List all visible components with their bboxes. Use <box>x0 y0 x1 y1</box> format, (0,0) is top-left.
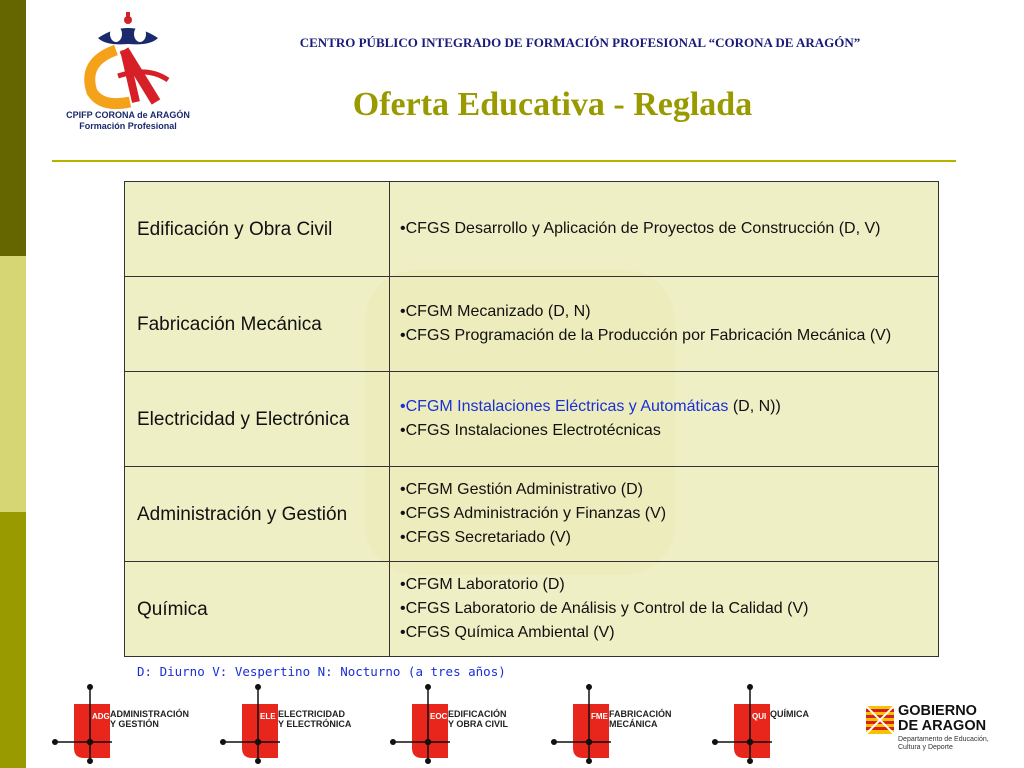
courses-cell <box>390 182 939 277</box>
course-text: CFGS Secretariado (V) <box>405 529 571 546</box>
family-code: FME <box>591 712 608 721</box>
course-item <box>400 573 928 597</box>
course-item <box>400 217 928 241</box>
course-item <box>400 419 928 443</box>
course-item <box>400 324 928 348</box>
aragon-flag-icon <box>866 706 894 734</box>
course-item <box>400 300 928 324</box>
course-text: CFGS Instalaciones Electrotécnicas <box>405 422 661 439</box>
table-row <box>125 277 939 372</box>
course-text: CFGS Química Ambiental (V) <box>405 624 615 641</box>
bullet-icon: • <box>400 529 406 546</box>
family-code: QUI <box>752 712 767 721</box>
gov-department-line2: Cultura y Deporte <box>898 744 953 751</box>
table-row <box>125 182 939 277</box>
bullet-icon: • <box>400 398 406 415</box>
education-offer-table <box>124 181 939 657</box>
table-row <box>125 467 939 562</box>
bullet-icon: • <box>400 505 406 522</box>
bullet-icon: • <box>400 303 406 320</box>
professional-family-cell: Edificación y Obra Civil <box>125 182 390 277</box>
bullet-icon: • <box>400 481 406 498</box>
bullet-icon: • <box>400 327 406 344</box>
table-row <box>125 562 939 657</box>
course-item <box>400 597 928 621</box>
family-label <box>770 709 809 719</box>
family-code: ADG <box>92 712 110 721</box>
bullet-icon: • <box>400 624 406 641</box>
course-text: CFGM Mecanizado (D, N) <box>405 303 591 320</box>
course-text: CFGM Laboratorio (D) <box>405 576 565 593</box>
title-divider <box>52 160 956 162</box>
footer-family-badge <box>220 684 390 764</box>
logo-caption-name: CPIFP CORONA de ARAGÓN <box>66 110 190 120</box>
course-item <box>400 526 928 550</box>
course-item <box>400 621 928 645</box>
courses-cell <box>390 277 939 372</box>
course-text: CFGS Programación de la Producción por Fabricación Mecánica (V) <box>405 327 892 344</box>
course-text: (D, N)) <box>728 398 781 415</box>
family-label-line1: FABRICACIÓN <box>609 709 672 719</box>
family-label <box>448 709 508 729</box>
courses-cell <box>390 372 939 467</box>
footer-family-badge <box>52 684 222 764</box>
table-row <box>125 372 939 467</box>
courses-cell <box>390 467 939 562</box>
course-text: CFGS Laboratorio de Análisis y Control de la Calidad (V) <box>405 600 809 617</box>
family-label-line1: QUÍMICA <box>770 709 809 719</box>
schedule-legend: D: Diurno V: Vespertino N: Nocturno (a tres años) <box>137 664 506 679</box>
bullet-icon: • <box>400 220 406 237</box>
footer-family-badge <box>390 684 560 764</box>
family-label-line1: EDIFICACIÓN <box>448 709 507 719</box>
course-text: CFGS Desarrollo y Aplicación de Proyectos de Construcción (D, V) <box>405 220 881 237</box>
family-label-line2: MECÁNICA <box>609 719 658 729</box>
course-highlight-text: CFGM Instalaciones Eléctricas y Automáticas <box>405 398 729 415</box>
family-code: EOC <box>430 712 448 721</box>
family-label <box>278 709 351 729</box>
course-item <box>400 478 928 502</box>
family-label-line2: Y GESTIÓN <box>110 719 159 729</box>
family-label <box>609 709 672 729</box>
professional-family-cell: Administración y Gestión <box>125 467 390 562</box>
professional-family-cell: Fabricación Mecánica <box>125 277 390 372</box>
family-label-line1: ELECTRICIDAD <box>278 709 345 719</box>
family-label-line2: Y OBRA CIVIL <box>448 719 509 729</box>
family-code: ELE <box>260 712 276 721</box>
gov-name-line2: DE ARAGON <box>898 718 987 734</box>
sidebar-band-mid <box>0 512 26 768</box>
gobierno-aragon-logo <box>866 703 1006 763</box>
sidebar-band-dark <box>0 0 26 256</box>
family-badge-icon <box>220 684 280 764</box>
course-item <box>400 502 928 526</box>
family-label <box>110 709 189 729</box>
logo-caption-subtitle: Formación Profesional <box>79 121 177 131</box>
crown-logo-icon <box>58 10 198 110</box>
family-badge-icon <box>712 684 772 764</box>
bullet-icon: • <box>400 422 406 439</box>
family-badge-icon <box>390 684 450 764</box>
school-logo <box>58 10 198 134</box>
family-badge-icon <box>52 684 112 764</box>
bullet-icon: • <box>400 600 406 617</box>
school-full-name: CENTRO PÚBLICO INTEGRADO DE FORMACIÓN PROFESIONAL “CORONA DE ARAGÓN” <box>299 35 861 50</box>
professional-family-cell: Electricidad y Electrónica <box>125 372 390 467</box>
gov-department-line1: Departamento de Educación, <box>898 736 989 743</box>
sidebar-color-bar <box>0 0 26 768</box>
footer-family-badge <box>551 684 721 764</box>
professional-family-cell: Química <box>125 562 390 657</box>
page-title: Oferta Educativa - Reglada <box>352 86 753 123</box>
family-label-line2: Y ELECTRÓNICA <box>278 719 352 729</box>
course-text: CFGM Gestión Administrativo (D) <box>405 481 643 498</box>
family-badge-icon <box>551 684 611 764</box>
course-item <box>400 395 928 419</box>
course-text: CFGS Administración y Finanzas (V) <box>405 505 667 522</box>
bullet-icon: • <box>400 576 406 593</box>
sidebar-band-light <box>0 256 26 512</box>
gov-name-line1: GOBIERNO <box>898 703 977 719</box>
courses-cell <box>390 562 939 657</box>
family-label-line1: ADMINISTRACIÓN <box>110 709 189 719</box>
footer-family-badge <box>712 684 882 764</box>
